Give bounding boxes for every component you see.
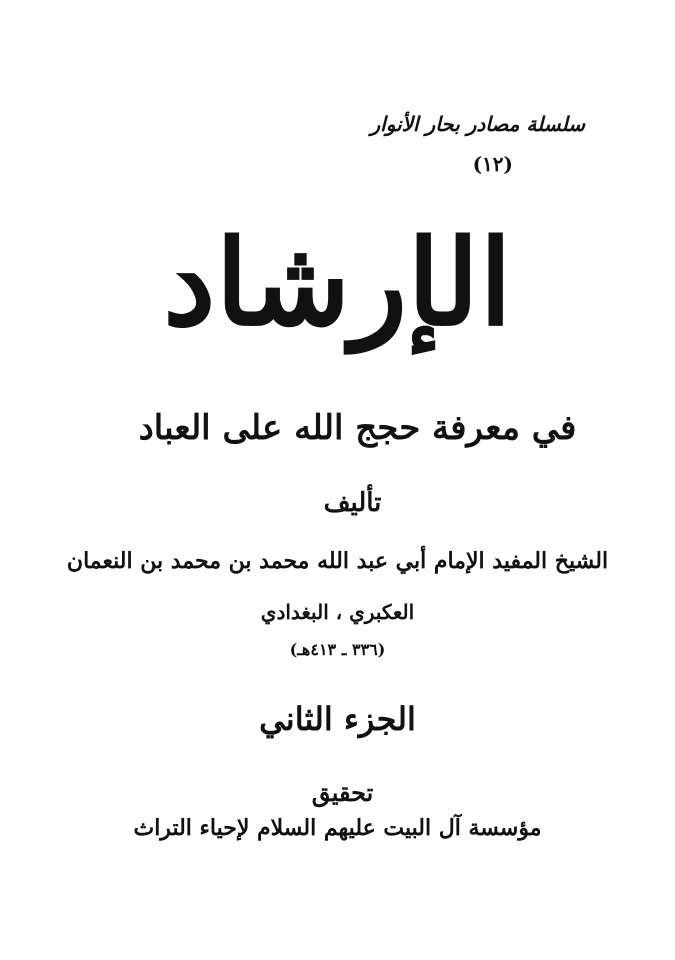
editing-label: تحقيق <box>311 778 374 807</box>
authorship-label: تأليف <box>323 488 382 518</box>
author-dates: (٣٣٦ ـ ٤١٣هـ) <box>289 640 386 659</box>
series-number: (١٢) <box>472 152 513 176</box>
volume-label: الجزء الثاني <box>259 700 416 738</box>
book-title: الإرشاد <box>162 213 513 352</box>
author-nisba: العكبري ، البغدادي <box>260 600 415 624</box>
editor-name: مؤسسة آل البيت عليهم السلام لإحياء التراث <box>133 815 542 841</box>
book-subtitle: في معرفة حجج الله على العباد <box>138 408 577 448</box>
author-name: الشيخ المفيد الإمام أبي عبد الله محمد بن محمد بن النعمان <box>66 548 609 574</box>
series-title: سلسلة مصادر بحار الأنوار <box>370 112 585 136</box>
